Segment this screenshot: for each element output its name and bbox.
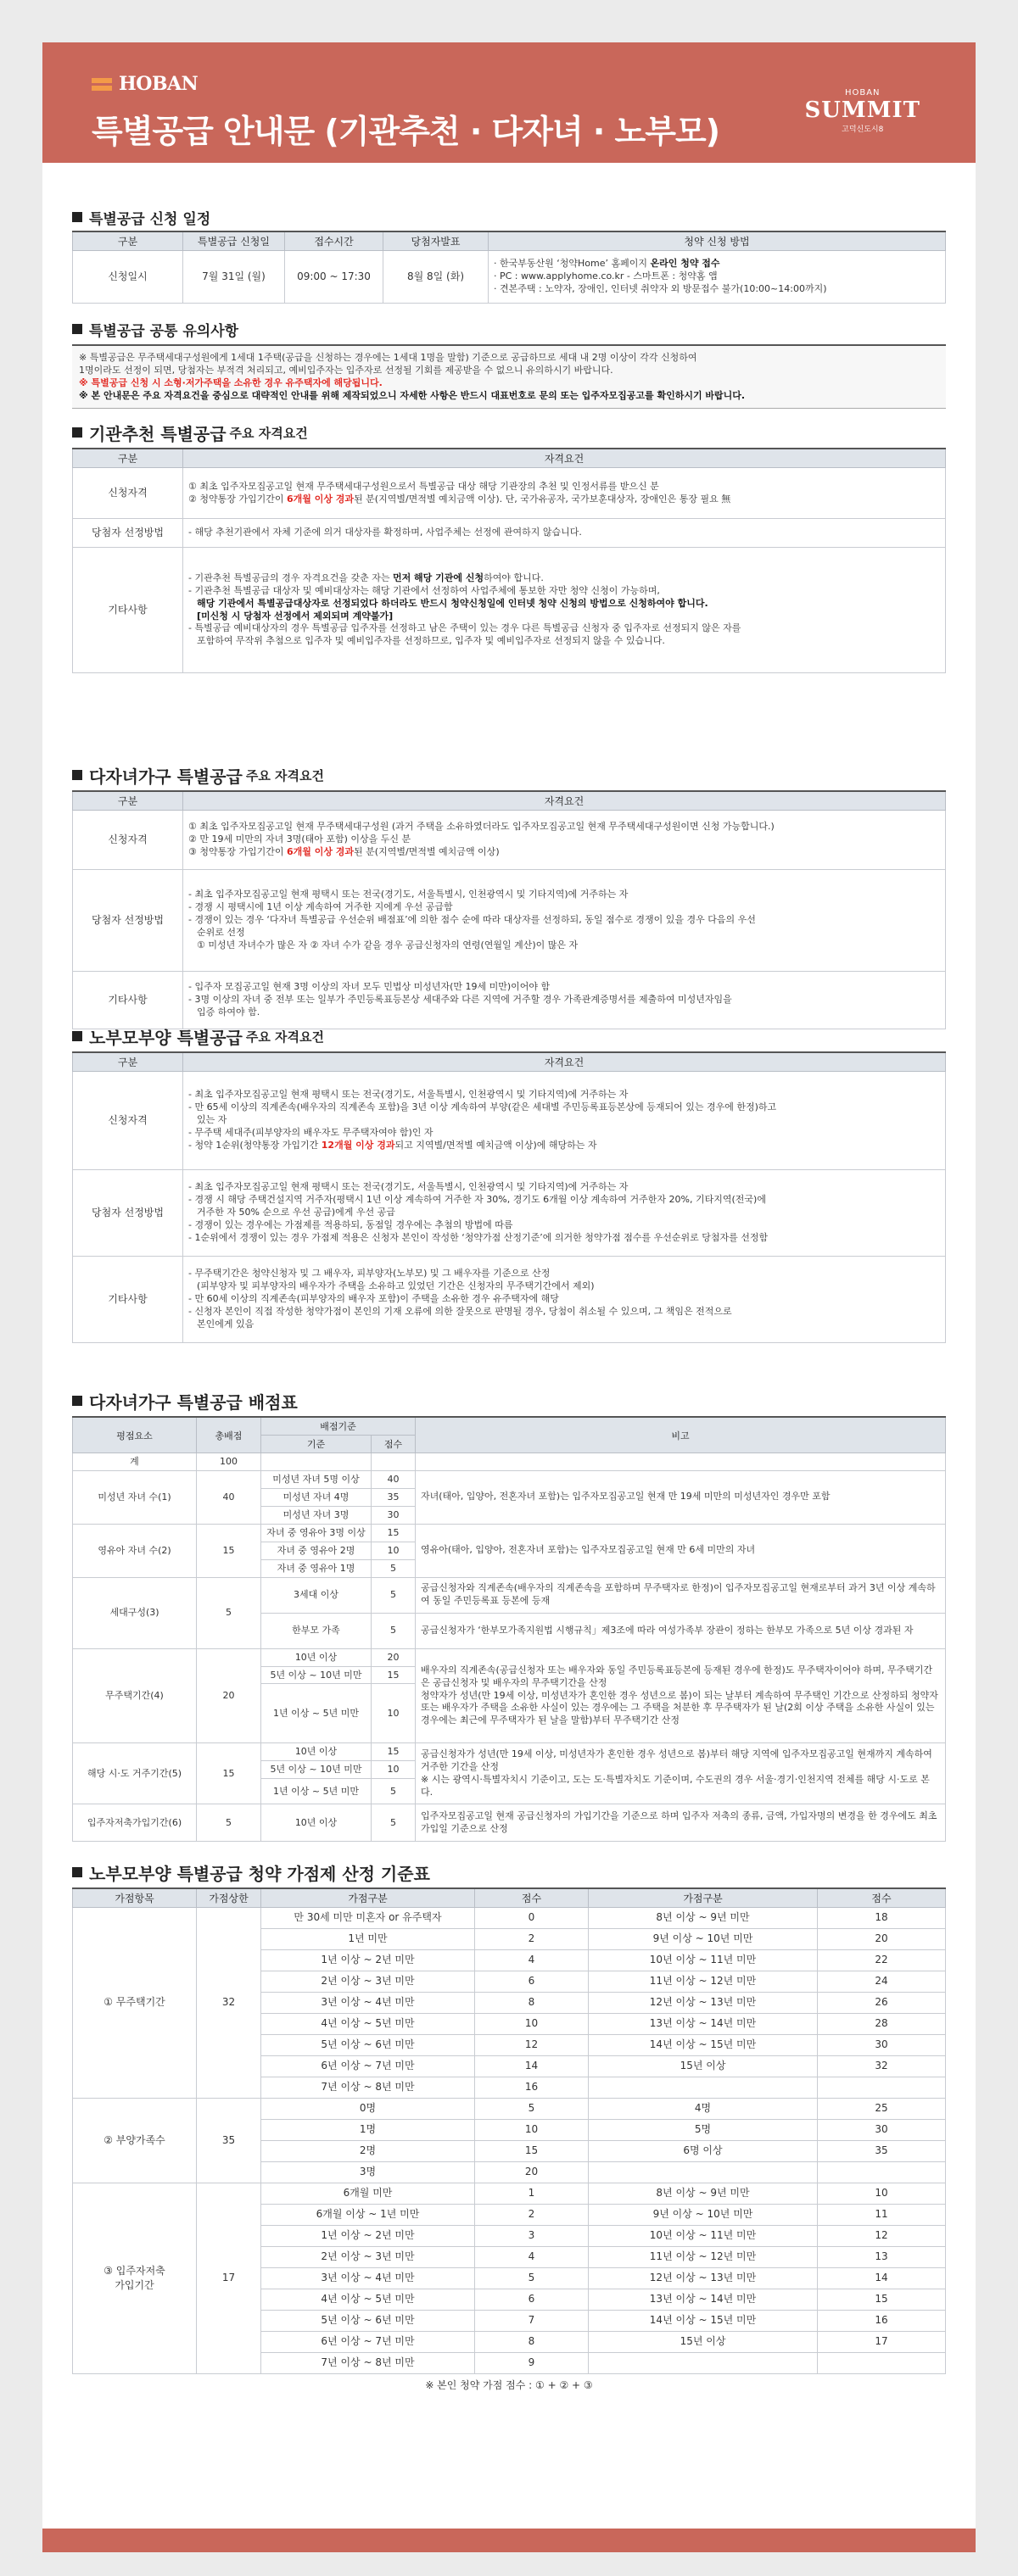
score-value: 11 (818, 2205, 946, 2226)
institution-section (72, 422, 946, 673)
score-item-label: ① 무주택기간 (73, 1908, 197, 2099)
elderly-score-section (72, 1862, 946, 2392)
score-item-max: 32 (197, 1908, 261, 2099)
score-criterion: 4년 이상 ~ 5년 미만 (261, 2014, 475, 2035)
header-banner (42, 42, 976, 163)
score-value: 17 (818, 2332, 946, 2353)
score-criterion: 1년 이상 ~ 2년 미만 (261, 2226, 475, 2247)
score-criterion: 15년 이상 (589, 2332, 818, 2353)
score-value: 6 (475, 1971, 589, 1993)
square-bullet-icon (72, 1396, 82, 1406)
score-value: 35 (818, 2141, 946, 2162)
score-criterion: 5년 이상 ~ 6년 미만 (261, 2311, 475, 2332)
score-value: 15 (818, 2289, 946, 2311)
score-criterion: 2년 이상 ~ 3년 미만 (261, 1971, 475, 1993)
score-criterion: 1명 (261, 2120, 475, 2141)
score-value (818, 2162, 946, 2183)
score-criterion (589, 2353, 818, 2374)
apply-methods: · 한국부동산원 ‘청약Home’ 홈페이지 온라인 청약 접수 · PC : www.applyhome.co.kr - 스마트폰 : 청약홈 앱 · 견본주택 : 노약자, 장애인, 인터넷 취약자 외 방문접수 불가(10:00~14:00까지) (489, 251, 946, 304)
score-value: 12 (818, 2226, 946, 2247)
score-criterion: 8년 이상 ~ 9년 미만 (589, 1908, 818, 1929)
score-value: 14 (818, 2268, 946, 2289)
score-criterion: 12년 이상 ~ 13년 미만 (589, 2268, 818, 2289)
score-value (818, 2077, 946, 2099)
score-value: 16 (818, 2311, 946, 2332)
score-criterion: 6년 이상 ~ 7년 미만 (261, 2056, 475, 2077)
score-value: 12 (475, 2035, 589, 2056)
score-value: 10 (818, 2183, 946, 2205)
elderly-score-heading: 노부모부양 특별공급 청약 가점제 산정 기준표 (72, 1862, 946, 1882)
score-row (73, 1908, 946, 1929)
score-value: 6 (475, 2289, 589, 2311)
score-criterion: 9년 이상 ~ 10년 미만 (589, 1929, 818, 1950)
score-criterion: 9년 이상 ~ 10년 미만 (589, 2205, 818, 2226)
score-criterion: 6개월 이상 ~ 1년 미만 (261, 2205, 475, 2226)
score-value: 3 (475, 2226, 589, 2247)
score-criterion: 13년 이상 ~ 14년 미만 (589, 2014, 818, 2035)
brand-name: HOBAN (119, 73, 199, 95)
square-bullet-icon (72, 427, 82, 438)
score-value: 2 (475, 2205, 589, 2226)
score-criterion (589, 2162, 818, 2183)
multichild-section (72, 765, 946, 1029)
score-criterion: 2명 (261, 2141, 475, 2162)
score-criterion: 1년 미만 (261, 1929, 475, 1950)
score-criterion: 3년 이상 ~ 4년 미만 (261, 1993, 475, 2014)
score-criterion: 14년 이상 ~ 15년 미만 (589, 2035, 818, 2056)
multichild-score-heading: 다자녀가구 특별공급 배점표 (72, 1391, 946, 1411)
multichild-score-section (72, 1391, 946, 1842)
score-criterion: 3명 (261, 2162, 475, 2183)
score-criterion: 4년 이상 ~ 5년 미만 (261, 2289, 475, 2311)
score-row (73, 2099, 946, 2120)
institution-heading: 기관추천 특별공급 주요 자격요건 (72, 422, 946, 443)
score-criterion (589, 2077, 818, 2099)
score-value: 18 (818, 1908, 946, 1929)
hoban-logo-icon (92, 78, 112, 91)
score-criterion: 12년 이상 ~ 13년 미만 (589, 1993, 818, 2014)
score-formula-note: ※ 본인 청약 가점 점수 : ① + ② + ③ (425, 2379, 593, 2391)
score-value: 1 (475, 2183, 589, 2205)
score-criterion: 1년 이상 ~ 2년 미만 (261, 1950, 475, 1971)
score-criterion: 6개월 미만 (261, 2183, 475, 2205)
score-criterion: 5년 이상 ~ 6년 미만 (261, 2035, 475, 2056)
score-criterion: 14년 이상 ~ 15년 미만 (589, 2311, 818, 2332)
score-criterion: 5명 (589, 2120, 818, 2141)
score-value: 14 (475, 2056, 589, 2077)
schedule-heading: 특별공급 신청 일정 (72, 209, 946, 226)
common-notes-box: ※ 특별공급은 무주택세대구성원에게 1세대 1주택(공급을 신청하는 경우에는 1세대 1명을 말함) 기준으로 공급하므로 세대 내 2명 이상이 각각 신청하여 1명이라도 선정이 되면, 당첨자는 부적격 처리되고, 예비입주자는 입주자로 선정될 기회를 제공받을 수 없으니 유의하시기 바랍니다. ※ 특별공급 신청 시 소형·저가주택을 소유한 경우 유주택자에 해당됩니다. ※ 본 안내문은 주요 자격요건을 중심으로 대략적인 안내를 위해 제작되었으니 자세한 사항은 반드시 대표번호로 문의 또는 입주자모집공고를 확인하시기 바랍니다. (72, 344, 946, 409)
multichild-score-table: 평점요소 총배점 배점기준 비고 기준 점수 계 100 미성년 자녀 수(1) 40 미성년 자녀 5명 이상 40 자녀(태아, 입양아, 전혼자녀 포함)는 입주자모집공고일 현재 만 19세 미만의 미성년자인 경우만 포함 미성년 자녀 4명 35 미성년 자녀 3명 30 영유아 자녀 수(2) 15 자녀 중 영유아 3명 이상 15 영유아(태아, 입양아, 전혼자녀 포함)는 입주자모집공고일 현재 만 6세 미만의 자녀 자녀 중 영유아 2명 10 자녀 중 영유아 1명 5 세대구성(3) 5 3세대 이상 5 공급신청자와 직계존속(배우자의 직계존속을 포함하며 무주택자로 한정)이 입주자모집공고일 현재로부터 과거 3년 이상 계속하여 동일 주민등록표 등본에 등재 한부모 가족 5 공급신청자가 ‘한부모가족지원법 시행규칙」제3조에 따라 여성가족부 장관이 정하는 한부모 가족으로 5년 이상 경과된 자 무주택기간(4) 20 10년 이상 20 배우자의 직계존속(공급신청자 또는 배우자와 동일 주민등록표등본에 등재된 경우에 한정)도 무주택자이어야 하며, 무주택기간은 공급신청자 및 배우자의 무주택기간을 산정 청약자가 성년(만 19세 이상, 미성년자가 혼인한 경우 성년으로 봄)이 되는 날부터 계속하여 무주택인 기간으로 산정하되 청약자 또는 배우자가 주택을 소유한 사실이 있는 경우에는 그 주택을 처분한 후 무주택자가 된 날(2회 이상 주택을 소유한 사실이 있는 경우에는 최근에 무주택자가 된 날을 말함)부터 무주택기간 산정 5년 이상 ~ 10년 미만 15 1년 이상 ~ 5년 미만 10 해당 시·도 거주기간(5) 15 10년 이상 15 공급신청자가 성년(만 19세 이상, 미성년자가 혼인한 경우 성년으로 봄)부터 해당 지역에 입주자모집공고일 현재까지 계속하여 거주한 기간을 산정 ※ 시는 광역시·특별자치시 기준이고, 도는 도·특별자치도 기준이며, 수도권의 경우 서울·경기·인천지역 전체를 해당 시·도로 본다. 5년 이상 ~ 10년 미만 10 1년 이상 ~ 5년 미만 5 입주자저축가입기간(6) 5 10년 이상 5 입주자모집공고일 현재 공급신청자의 가입기간을 기준으로 하며 입주자 저축의 종류, 금액, 가입자명의 변경을 한 경우에도 최초 가입일 기준으로 산정 (72, 1416, 946, 1842)
schedule-table: 구분 특별공급 신청일 접수시간 당첨자발표 청약 신청 방법 신청일시 7월 31일 (월) 09:00 ~ 17:30 8월 8일 (화) · 한국부동산원 ‘청약Home’ 홈페이지 온라인 청약 접수 · PC : www.applyhome.co.kr - 스마트폰 : 청약홈 앱 · 견본주택 : 노약자, 장애인, 인터넷 취약자 외 방문접수 불가(10:00~14:00까지) (72, 231, 946, 304)
elderly-score-table: 가점항목 가점상한 가점구분 점수 가점구분 점수 ① 무주택기간 32 만 30세 미만 미혼자 or 유주택자 0 8년 이상 ~ 9년 미만 18 1년 미만 2 9년 이상 ~ 10년 미만 20 1년 이상 ~ 2년 미만 4 10년 이상 ~ 11년 미만 22 2년 이상 ~ 3년 미만 6 11년 이상 ~ 12년 미만 24 3년 이상 ~ 4년 미만 8 12년 이상 ~ 13년 미만 26 4년 이상 ~ 5년 미만 10 13년 이상 ~ 14년 미만 28 5년 이상 ~ 6년 미만 12 14년 이상 ~ 15년 미만 30 6년 이상 ~ 7년 미만 14 15년 이상 32 7년 이상 ~ 8년 미만 16 ② 부양가족수 35 0명 5 4명 25 1명 10 5명 30 2명 15 6명 이상 35 3명 20 ③ 입주자저축 가입기간 17 6개월 미만 1 8년 이상 ~ 9년 미만 10 6개월 이상 ~ 1년 미만 2 9년 이상 ~ 10년 미만 11 1년 이상 ~ 2년 미만 3 10년 이상 ~ 11년 미만 12 2년 이상 ~ 3년 미만 4 11년 이상 ~ 12년 미만 13 3년 이상 ~ 4년 미만 5 12년 이상 ~ 13년 미만 14 4년 이상 ~ 5년 미만 6 13년 이상 ~ 14년 미만 15 5년 이상 ~ 6년 미만 7 14년 이상 ~ 15년 미만 16 6년 이상 ~ 7년 미만 8 15년 이상 17 7년 이상 ~ 8년 미만 9 (72, 1887, 946, 2374)
footer-bar (42, 2529, 976, 2552)
score-value (818, 2353, 946, 2374)
score-value: 30 (818, 2120, 946, 2141)
score-item-label: ② 부양가족수 (73, 2099, 197, 2183)
score-criterion: 11년 이상 ~ 12년 미만 (589, 1971, 818, 1993)
score-row (73, 2183, 946, 2205)
score-value: 24 (818, 1971, 946, 1993)
schedule-section (72, 209, 946, 304)
institution-table: 구분 자격요건 신청자격 ① 최초 입주자모집공고일 현재 무주택세대구성원으로서 특별공급 대상 해당 기관장의 추천 및 인정서류를 받으신 분 ② 청약통장 가입기간이 6개월 이상 경과된 분(지역별/면적별 예치금액 이상). 단, 국가유공자, 국가보훈대상자, 장애인은 통장 필요 無 당첨자 선정방법 - 해당 추천기관에서 자체 기준에 의거 대상자를 확정하며, 사업주체는 선정에 관여하지 않습니다. 기타사항 - 기관추천 특별공급의 경우 자격요건을 갖춘 자는 먼저 해당 기관에 신청하여야 합니다. - 기관추천 특별공급 대상자 및 예비대상자는 해당 기관에서 선정하여 사업주체에 통보한 자만 청약 신청이 가능하며, 해당 기관에서 특별공급대상자로 선정되었다 하더라도 반드시 청약신청일에 인터넷 청약 신청의 방법으로 신청하여야 합니다. [미신청 시 당첨자 선정에서 제외되며 계약불가] - 특별공급 예비대상자의 경우 특별공급 입주자를 선정하고 남은 주택이 있는 경우 다른 특별공급 신청자 중 입주자로 선정되지 않은 자를 포함하여 무작위 추첨으로 입주자 및 예비입주자를 선정하므로, 입주자 및 예비입주자로 선정되지 않을 수 있습니다. (72, 448, 946, 673)
score-value: 32 (818, 2056, 946, 2077)
score-value: 9 (475, 2353, 589, 2374)
score-criterion: 10년 이상 ~ 11년 미만 (589, 2226, 818, 2247)
score-value: 20 (818, 1929, 946, 1950)
square-bullet-icon (72, 770, 82, 780)
score-criterion: 0명 (261, 2099, 475, 2120)
score-value: 28 (818, 2014, 946, 2035)
score-value: 4 (475, 2247, 589, 2268)
score-value: 4 (475, 1950, 589, 1971)
score-criterion: 15년 이상 (589, 2056, 818, 2077)
score-value: 10 (475, 2120, 589, 2141)
score-value: 26 (818, 1993, 946, 2014)
hoban-brand (92, 73, 198, 95)
notice-page (42, 42, 976, 2552)
score-criterion: 7년 이상 ~ 8년 미만 (261, 2077, 475, 2099)
score-value: 22 (818, 1950, 946, 1971)
elderly-section (72, 1026, 946, 1343)
score-value: 8 (475, 1993, 589, 2014)
score-value: 25 (818, 2099, 946, 2120)
score-value: 16 (475, 2077, 589, 2099)
score-value: 0 (475, 1908, 589, 1929)
score-value: 2 (475, 1929, 589, 1950)
score-criterion: 만 30세 미만 미혼자 or 유주택자 (261, 1908, 475, 1929)
score-item-label: ③ 입주자저축 가입기간 (73, 2183, 197, 2374)
score-value: 7 (475, 2311, 589, 2332)
square-bullet-icon (72, 212, 82, 222)
score-criterion: 3년 이상 ~ 4년 미만 (261, 2268, 475, 2289)
score-value: 20 (475, 2162, 589, 2183)
score-item-max: 35 (197, 2099, 261, 2183)
square-bullet-icon (72, 1031, 82, 1041)
multichild-heading: 다자녀가구 특별공급 주요 자격요건 (72, 765, 946, 785)
score-item-max: 17 (197, 2183, 261, 2374)
summit-logo (804, 88, 920, 134)
score-value: 30 (818, 2035, 946, 2056)
score-value: 8 (475, 2332, 589, 2353)
score-value: 10 (475, 2014, 589, 2035)
common-notes-section (72, 321, 946, 409)
summit-logo-sub: 고덕신도시8 (842, 125, 884, 134)
square-bullet-icon (72, 324, 82, 334)
score-criterion: 2년 이상 ~ 3년 미만 (261, 2247, 475, 2268)
common-notes-heading: 특별공급 공통 유의사항 (72, 321, 946, 337)
score-criterion: 4명 (589, 2099, 818, 2120)
score-value: 13 (818, 2247, 946, 2268)
elderly-heading: 노부모부양 특별공급 주요 자격요건 (72, 1026, 946, 1046)
elderly-table: 구분 자격요건 신청자격 - 최초 입주자모집공고일 현재 평택시 또는 전국(경기도, 서울특별시, 인천광역시 및 기타지역)에 거주하는 자 - 만 65세 이상의 직계존속(배우자의 직계존속 포함)을 3년 이상 계속하여 부양(같은 세대별 주민등록표등본상에 등재되어 있는 경우에 한정)하고 있는 자 - 무주택 세대주(피부양자의 배우자도 무주택자여야 함)인 자 - 청약 1순위(청약통장 가입기간 12개월 이상 경과되고 지역별/면적별 예치금액 이상)에 해당하는 자 당첨자 선정방법 - 최초 입주자모집공고일 현재 평택시 또는 전국(경기도, 서울특별시, 인천광역시 및 기타지역)에 거주하는 자 - 경쟁 시 해당 주택건설지역 거주자(평택시 1년 이상 계속하여 거주한 자 30%, 경기도 6개월 이상 계속하여 거주한자 20%, 기타지역(전국)에 거주한 자 50% 순으로 우선 공급)에게 우선 공급 - 경쟁이 있는 경우에는 가점제를 적용하되, 동점일 경우에는 추첨의 방법에 따름 - 1순위에서 경쟁이 있는 경우 가점제 적용은 신청자 본인이 작성한 ‘청약가점 산정기준’에 의거한 청약가점 점수를 우선순위로 당첨자를 선정함 기타사항 - 무주택기간은 청약신청자 및 그 배우자, 피부양자(노부모) 및 그 배우자를 기준으로 산정 (피부양자 및 피부양자의 배우자가 주택을 소유하고 있었던 기간은 신청자의 무주택기간에서 제외) - 만 60세 이상의 직계존속(피부양자의 배우자 포함)이 주택을 소유한 경우 유주택자에 해당 - 신청자 본인이 직접 작성한 청약가점이 본인의 기재 오류에 의한 잘못으로 판명될 경우, 당첨이 취소될 수 있으며, 그 책임은 전적으로 본인에게 있음 (72, 1051, 946, 1343)
score-criterion: 10년 이상 ~ 11년 미만 (589, 1950, 818, 1971)
score-value: 5 (475, 2268, 589, 2289)
multichild-table: 구분 자격요건 신청자격 ① 최초 입주자모집공고일 현재 무주택세대구성원 (과거 주택을 소유하였더라도 입주자모집공고일 현재 무주택세대구성원이면 신청 가능합니다.) ② 만 19세 미만의 자녀 3명(태아 포함) 이상을 두신 분 ③ 청약통장 가입기간이 6개월 이상 경과된 분(지역별/면적별 예치금액 이상) 당첨자 선정방법 - 최초 입주자모집공고일 현재 평택시 또는 전국(경기도, 서울특별시, 인천광역시 및 기타지역)에 거주하는 자 - 경쟁 시 평택시에 1년 이상 계속하여 거주한 지에게 우선 공급함 - 경쟁이 있는 경우 ‘다자녀 특별공급 우선순위 배점표’에 의한 점수 순에 따라 대상자를 선정하되, 동일 점수로 경쟁이 있을 경우 다음의 우선 순위로 선정 ① 미성년 자녀수가 많은 자 ② 자녀 수가 같을 경우 공급신청자의 연령(연월일 계산)이 많은 자 기타사항 - 입주자 모집공고일 현재 3명 이상의 자녀 모두 민법상 미성년자(만 19세 미만)이어야 함 - 3명 이상의 자녀 중 전부 또는 일부가 주민등록표등본상 세대주와 다른 지역에 거주할 경우 가족관계증명서를 제출하여 미성년자임을 입증 하여야 함. (72, 790, 946, 1029)
score-criterion: 8년 이상 ~ 9년 미만 (589, 2183, 818, 2205)
score-criterion: 6년 이상 ~ 7년 미만 (261, 2332, 475, 2353)
score-criterion: 6명 이상 (589, 2141, 818, 2162)
score-criterion: 11년 이상 ~ 12년 미만 (589, 2247, 818, 2268)
summit-logo-top: HOBAN (844, 88, 881, 98)
score-criterion: 7년 이상 ~ 8년 미만 (261, 2353, 475, 2374)
score-value: 15 (475, 2141, 589, 2162)
square-bullet-icon (72, 1867, 82, 1877)
page-title: 특별공급 안내문 (기관추천 · 다자녀 · 노부모) (92, 113, 720, 150)
summit-logo-main: SUMMIT (804, 98, 920, 123)
score-value: 5 (475, 2099, 589, 2120)
score-criterion: 13년 이상 ~ 14년 미만 (589, 2289, 818, 2311)
